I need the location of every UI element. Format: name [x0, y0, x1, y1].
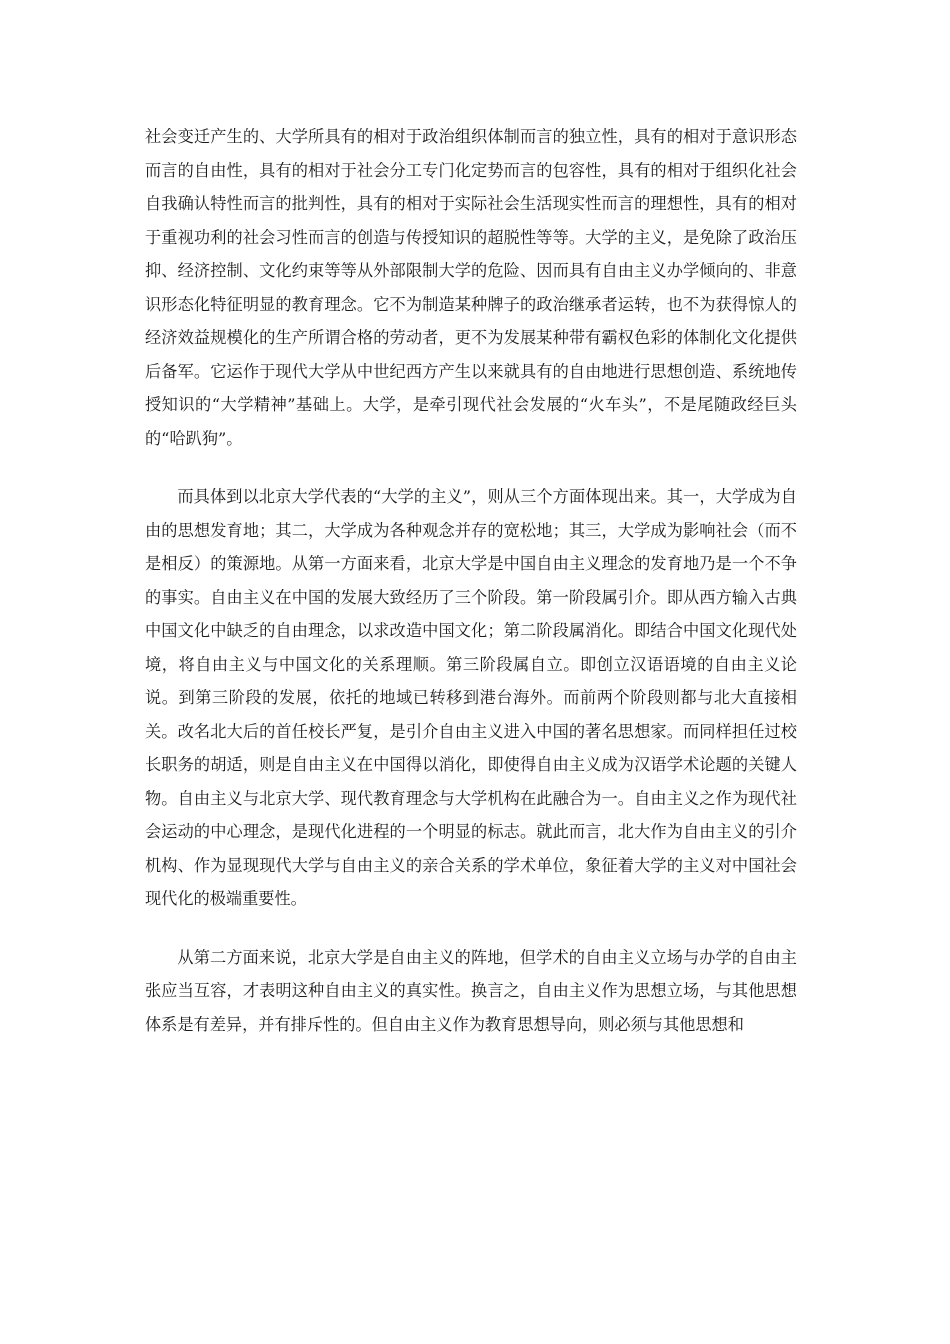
document-body	[145, 120, 797, 1041]
paragraph-3: 从第二方面来说，北京大学是自由主义的阵地，但学术的自由主义立场与办学的自由主张应当互容，才表明这种自由主义的真实性。换言之，自由主义作为思想立场，与其他思想体系是有差异，并有排斥性的。但自由主义作为教育思想导向，则必须与其他思想和	[145, 947, 797, 1034]
paragraph-2: 而具体到以北京大学代表的“大学的主义”，则从三个方面体现出来。其一，大学成为自由的思想发育地；其二，大学成为各种观念并存的宽松地；其三，大学成为影响社会（而不是相反）的策源地。从第一方面来看，北京大学是中国自由主义理念的发育地乃是一个不争的事实。自由主义在中国的发展大致经历了三个阶段。第一阶段属引介。即从西方输入古典中国文化中缺乏的自由理念，以求改造中国文化；第二阶段属消化。即结合中国文化现代处境，将自由主义与中国文化的关系理顺。第三阶段属自立。即创立汉语语境的自由主义论说。到第三阶段的发展，依托的地域已转移到港台海外。而前两个阶段则都与北大直接相关。改名北大后的首任校长严复，是引介自由主义进入中国的著名思想家。而同样担任过校长职务的胡适，则是自由主义在中国得以消化，即使得自由主义成为汉语学术论题的关键人物。自由主义与北京大学、现代教育理念与大学机构在此融合为一。自由主义之作为现代社会运动的中心理念，是现代化进程的一个明显的标志。就此而言，北大作为自由主义的引介机构、作为显现现代大学与自由主义的亲合关系的学术单位，象征着大学的主义对中国社会现代化的极端重要性。	[145, 487, 797, 908]
paragraph-1: 社会变迁产生的、大学所具有的相对于政治组织体制而言的独立性，具有的相对于意识形态而言的自由性，具有的相对于社会分工专门化定势而言的包容性，具有的相对于组织化社会自我确认特性而言的批判性，具有的相对于实际社会生活现实性而言的理想性，具有的相对于重视功利的社会习性而言的创造与传授知识的超脱性等等。大学的主义，是免除了政治压抑、经济控制、文化约束等等从外部限制大学的危险、因而具有自由主义办学倾向的、非意识形态化特征明显的教育理念。它不为制造某种牌子的政治继承者运转，也不为获得惊人的经济效益规模化的生产所谓合格的劳动者，更不为发展某种带有霸权色彩的体制化文化提供后备军。它运作于现代大学从中世纪西方产生以来就具有的自由地进行思想创造、系统地传授知识的“大学精神”基础上。大学，是牵引现代社会发展的“火车头”，不是尾随政经巨头的“哈趴狗”。	[145, 127, 797, 448]
